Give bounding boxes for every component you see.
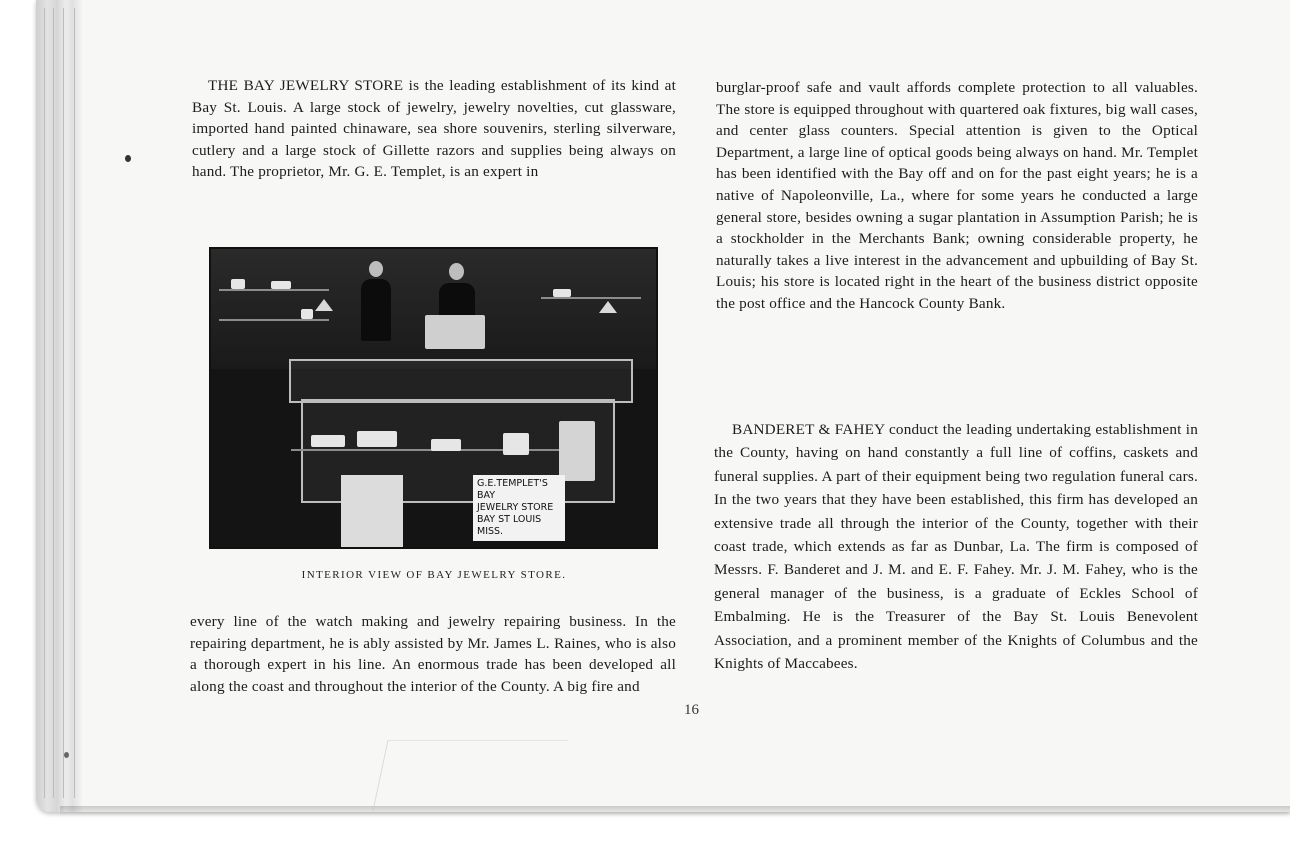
left-column-top	[192, 75, 676, 183]
banderet-fahey-paragraph: BANDERET & FAHEY conduct the leading undertaking establishment in the County, having on hand constantly a full line of coffins, caskets and funeral supplies. A part of their equipment being two regulation funeral cars. In the two years that they have been established, this firm has developed an extensive trade all through the interior of the County, together with their coast trade, which extends as far as Dunbar, La. The firm is composed of Messrs. F. Banderet and J. M. and E. F. Fahey. Mr. J. M. Fahey, who is the general manager of the business, is a graduate of Eckles School of Embalming. He is the Treasurer of the Bay St. Louis Benevolent Association, and a prominent member of the Knights of Columbus and the Knights of Maccabees.	[714, 421, 1198, 673]
photo-display-item	[231, 279, 245, 289]
jewelry-store-paragraph: THE BAY JEWELRY STORE is the leading establishment of its kind at Bay St. Louis. A large stock of jewelry, jewelry novelties, cut glassware, imported hand painted chinaware, sea shore souvenirs, sterling silverware, cutlery and a large stock of Gillette razors and supplies being always on hand. The proprietor, Mr. G. E. Templet, is an expert in	[192, 77, 676, 181]
page-number: 16	[684, 702, 699, 718]
store-interior-photo	[209, 247, 658, 549]
photo-back-wall	[211, 249, 656, 369]
photo-store-sign: G.E.TEMPLET'S BAY JEWELRY STORE BAY ST LOUIS MISS.	[473, 475, 565, 541]
page-edge-line	[74, 8, 75, 798]
photo-display-item	[431, 439, 461, 451]
photo-shelf	[219, 289, 329, 291]
photo-person-head	[449, 263, 464, 280]
page-edge-line	[44, 8, 45, 798]
photo-display-item	[301, 309, 313, 319]
ink-speck	[64, 752, 69, 758]
photo-paper-sheet	[341, 475, 403, 547]
watch-repair-paragraph: every line of the watch making and jewelry repairing business. In the repairing department, he is ably assisted by Mr. James L. Raines, who is also a thorough expert in his line. An enormous trade has been developed all along the coast and throughout the interior of the County. A big fire and	[190, 613, 676, 695]
photo-display-item	[311, 435, 345, 447]
photo-display-item	[271, 281, 291, 289]
photo-display-item	[553, 289, 571, 297]
photo-shelf	[219, 319, 329, 321]
photo-clock-case	[425, 315, 485, 349]
photo-display-item	[357, 431, 397, 447]
page-edge-binding	[36, 0, 82, 812]
photo-display-item	[559, 421, 595, 481]
left-column-bottom	[190, 611, 676, 697]
paper-tear-mark	[372, 740, 568, 811]
photo-caption: INTERIOR VIEW OF BAY JEWELRY STORE.	[301, 569, 567, 581]
photo-person	[361, 279, 391, 341]
right-column-bottom	[714, 418, 1198, 675]
photo-glass-counter	[289, 359, 633, 403]
page-edge-line	[53, 8, 54, 798]
ink-speck	[125, 155, 131, 162]
page-edge-line	[63, 8, 64, 798]
templet-continued-paragraph: burglar-proof safe and vault affords complete protection to all valuables. The store is equipped throughout with quartered oak fixtures, big wall cases, and center glass counters. Special attention is given to the Optical Department, a large line of optical goods being always on hand. Mr. Templet has been identified with the Bay off and on for the past eight years; he is a native of Napoleonville, La., where for some years he conducted a large general store, besides owning a sugar plantation in Assumption Parish; he is a stockholder in the Merchants Bank; owning considerable property, he naturally takes a live interest in the advancement and upbuilding of Bay St. Louis; his store is located right in the heart of the business district opposite the post office and the Hancock County Bank.	[716, 79, 1198, 312]
photo-shelf	[541, 297, 641, 299]
photo-display-item	[503, 433, 529, 455]
page-bottom-shadow	[60, 806, 1290, 816]
photo-lamp	[315, 299, 333, 311]
right-column-top	[716, 77, 1198, 315]
photo-lamp	[599, 301, 617, 313]
photo-person-head	[369, 261, 383, 277]
